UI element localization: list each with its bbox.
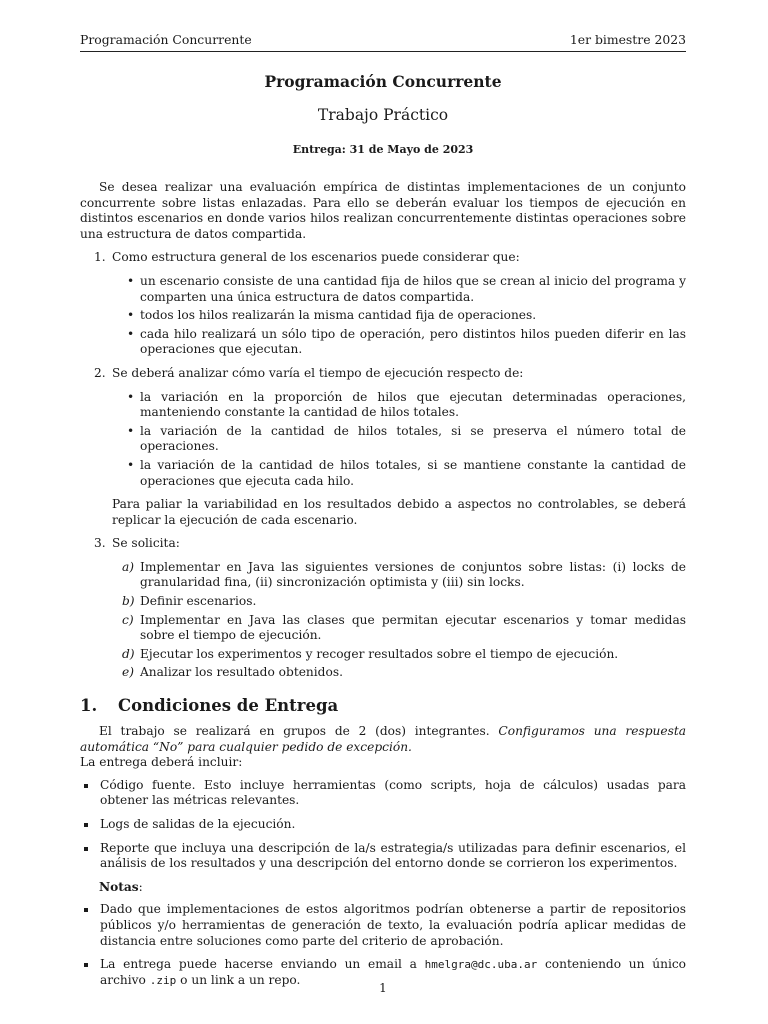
square-bullet-icon xyxy=(84,847,88,851)
enum-item-2 xyxy=(80,366,686,528)
enum-text: Como estructura general de los escenarios puede considerar que: xyxy=(112,250,520,265)
section-number: 1. xyxy=(80,696,98,716)
page-number: 1 xyxy=(379,981,387,995)
bullet-item: • cada hilo realizará un sólo tipo de operación, pero distintos hilos pueden diferir en las operaciones que ejecutan. xyxy=(127,326,686,357)
bullet-item: • la variación de la cantidad de hilos totales, si se preserva el número total de operaciones. xyxy=(127,423,686,454)
task-list xyxy=(112,560,686,681)
deliverables-list xyxy=(80,778,686,872)
intro-paragraph: Se desea realizar una evaluación empírica de distintas implementaciones de un conjunto concurrente sobre listas enlazadas. Para ello se deberán evaluar los tiempos de ejecución en distintos escenarios en donde varios hilos realizan concurrentemente distintas operaciones sobre una estructura de datos compartida. xyxy=(80,180,686,241)
group-paragraph: El trabajo se realizará en grupos de 2 (dos) integrantes. Configuramos una respuesta automática “No” para cualquier pedido de excepción. xyxy=(80,724,687,754)
delivery-date: Entrega: 31 de Mayo de 2023 xyxy=(292,143,474,156)
bullet-icon: • xyxy=(127,389,135,404)
task-item: d) Ejecutar los experimentos y recoger resultados sobre el tiempo de ejecución. xyxy=(122,646,619,661)
enum-number: 2. xyxy=(94,365,106,380)
contact-email[interactable]: hmelgra@dc.uba.ar xyxy=(424,958,538,972)
document-body xyxy=(80,180,686,996)
enum-number: 1. xyxy=(94,250,106,265)
bullet-icon: • xyxy=(127,326,135,341)
bullet-list xyxy=(112,274,686,358)
bullet-icon: • xyxy=(127,308,135,323)
square-bullet-icon xyxy=(84,908,88,912)
bullet-icon: • xyxy=(127,457,135,472)
file-extension: .zip xyxy=(149,973,177,987)
document-subtitle: Trabajo Práctico xyxy=(317,106,449,124)
square-bullet-icon xyxy=(84,784,88,788)
note-item: Dado que implementaciones de estos algoritmos podrían obtenerse a partir de repositorios públicos y/o herramientas de generación de texto, la evaluación podría aplicar medidas de distancia entre soluciones como parte del criterio de aprobación. xyxy=(80,902,686,949)
running-header xyxy=(80,32,686,52)
deliverables-intro: La entrega deberá incluir: xyxy=(80,755,243,770)
enum-number: 3. xyxy=(94,536,106,551)
task-item: e) Analizar los resultado obtenidos. xyxy=(122,665,343,680)
bullet-item: • la variación en la proporción de hilos que ejecutan determinadas operaciones, manteniendo constante la cantidad de hilos totales. xyxy=(127,389,686,420)
notes-list xyxy=(80,902,686,988)
bullet-item: • un escenario consiste de una cantidad fija de hilos que se crean al inicio del programa y comparten una única estructura de datos compartida. xyxy=(127,273,686,304)
task-item: c) Implementar en Java las clases que permitan ejecutar escenarios y tomar medidas sobre el tiempo de ejecución. xyxy=(122,612,686,643)
document-title: Programación Concurrente xyxy=(264,72,502,91)
section-heading xyxy=(80,696,686,716)
deliverable-item: Código fuente. Esto incluye herramientas (como scripts, hoja de cálculos) usadas para obtener las métricas relevantes. xyxy=(80,778,686,809)
bullet-item: • todos los hilos realizarán la misma cantidad fija de operaciones. xyxy=(127,308,537,323)
enum-item-3 xyxy=(80,536,686,681)
enum-text: Se solicita: xyxy=(112,536,180,551)
square-bullet-icon xyxy=(84,963,88,967)
section-title: Condiciones de Entrega xyxy=(118,696,339,716)
enum-item-1 xyxy=(80,250,686,358)
bullet-item: • la variación de la cantidad de hilos totales, si se mantiene constante la cantidad de operaciones que ejecuta cada hilo. xyxy=(127,457,686,488)
task-item: b) Definir escenarios. xyxy=(122,594,257,609)
deliverable-item: Logs de salidas de la ejecución. xyxy=(80,817,686,833)
square-bullet-icon xyxy=(84,823,88,827)
deliverable-item: Reporte que incluya una descripción de la/s estrategia/s utilizadas para definir escenarios, el análisis de los resultados y una descripción del entorno donde se corrieron los experimentos. xyxy=(80,841,686,872)
note-item: La entrega puede hacerse enviando un email a hmelgra@dc.uba.ar conteniendo un único archivo .zip o un link a un repo. xyxy=(80,957,686,988)
bullet-icon: • xyxy=(127,423,135,438)
header-right: 1er bimestre 2023 xyxy=(569,32,686,47)
enum-text: Se deberá analizar cómo varía el tiempo de ejecución respecto de: xyxy=(112,365,524,380)
bullet-list xyxy=(112,390,686,490)
exception-policy: Configuramos una respuesta automática “No” para cualquier pedido de excepción. xyxy=(80,724,687,754)
notes-label: Notas: xyxy=(99,879,143,894)
replication-note: Para paliar la variabilidad en los resultados debido a aspectos no controlables, se deberá replicar la ejecución de cada escenario. xyxy=(112,497,686,527)
task-item: a) Implementar en Java las siguientes versiones de conjuntos sobre listas: (i) locks de granularidad fina, (ii) sincronización optimista y (iii) sin locks. xyxy=(122,559,686,590)
bullet-icon: • xyxy=(127,273,135,288)
header-left: Programación Concurrente xyxy=(80,32,252,47)
